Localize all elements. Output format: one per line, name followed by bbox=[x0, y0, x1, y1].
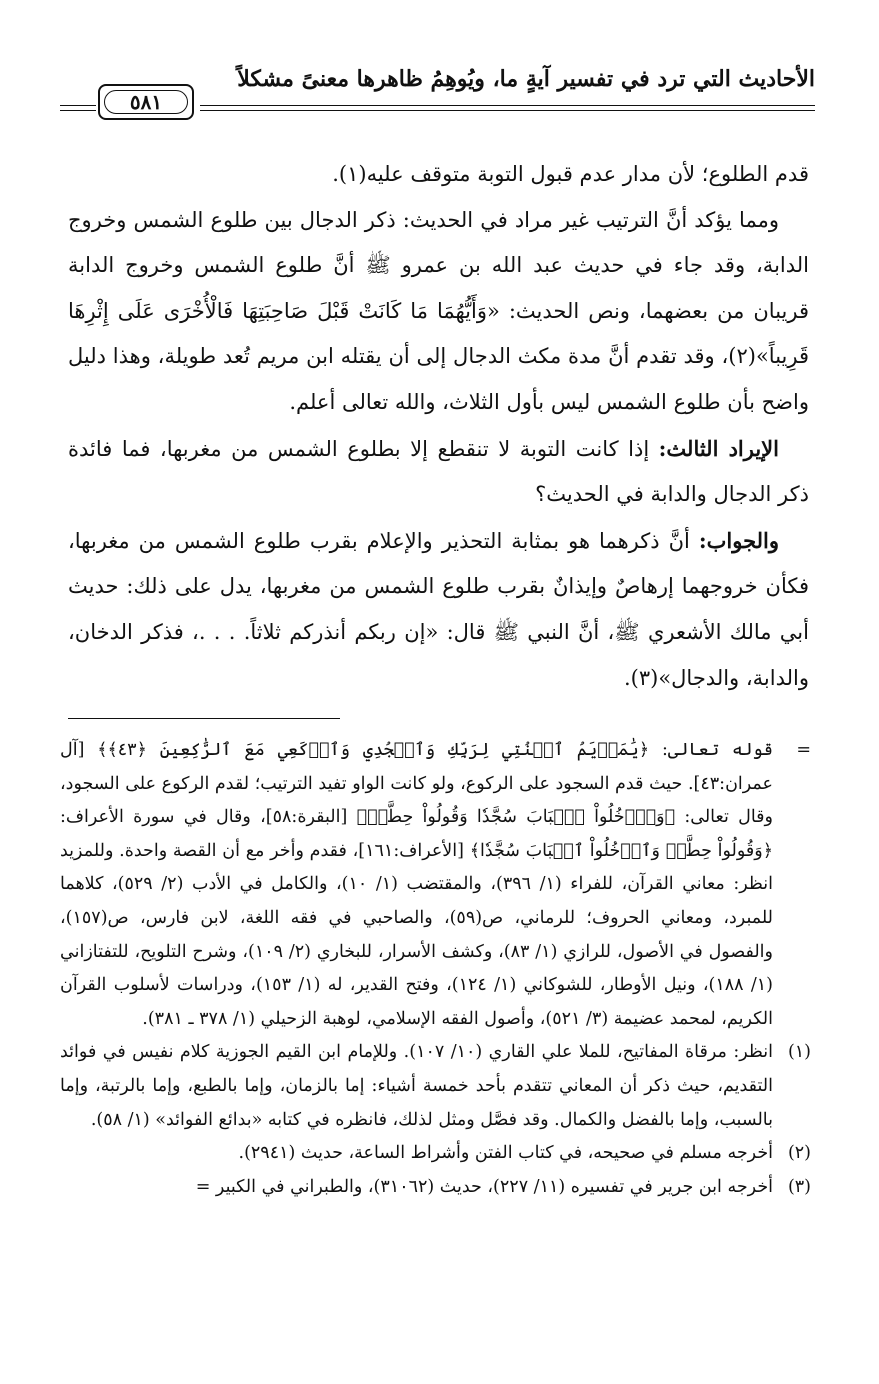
answer-label: والجواب: bbox=[698, 527, 779, 553]
answer-text: أنَّ ذكرهما هو بمثابة التحذير والإعلام بقرب طلوع الشمس من مغربها، فكأن خروجهما إرهاصٌ وإيذانٌ بقرب طلوع الشمس من مغربها، يدل على ذلك: حديث أبي مالك الأشعري ﷺ، أنَّ النبي ﷺ قال: «إن ربكم أنذركم ثلاثاً. . . .، فذكر الدخان، والدابة، والدجال»(٣). bbox=[68, 528, 809, 690]
footnote bbox=[60, 1171, 811, 1205]
header-title: الأحاديث التي ترد في تفسير آيةٍ ما، ويُوهِمُ ظاهرها معنىً مشكلاً bbox=[237, 66, 815, 92]
header-rule bbox=[60, 105, 96, 106]
header-rule bbox=[200, 105, 815, 106]
paragraph: ومما يؤكد أنَّ الترتيب غير مراد في الحديث: ذكر الدجال بين طلوع الشمس وخروج الدابة، وقد جاء في حديث عبد الله بن عمرو ﷺ أنَّ طلوع الشمس وخروج الدابة قريبان من بعضهما، ونص الحديث: «وَأَيُّهُمَا مَا كَانَتْ قَبْلَ صَاحِبَتِهَا فَالْأُخْرَى عَلَى إِثْرِهَا قَرِيباً»(٢)، وقد تقدم أنَّ مدة مكث الدجال إلى أن يقتله ابن مريم تُعد طويلة، وهذا دليل واضح بأن طلوع الشمس ليس بأول الثلاث، والله تعالى أعلم. bbox=[68, 207, 809, 414]
objection-text: إذا كانت التوبة لا تنقطع إلا بطلوع الشمس من مغربها، فما فائدة ذكر الدجال والدابة في الحديث؟ bbox=[68, 436, 809, 507]
footnote-marker: (٢) bbox=[787, 1143, 811, 1164]
footnote-marker: (٣) bbox=[787, 1176, 811, 1197]
objection-paragraph bbox=[68, 426, 809, 518]
footnotes bbox=[60, 734, 811, 1204]
objection-label: الإيراد الثالث: bbox=[658, 435, 779, 461]
page-number: ٥٨١ bbox=[104, 90, 188, 114]
footnote-text: أخرجه ابن جرير في تفسيره (١١/ ٢٢٧)، حديث (٣١٠٦٢)، والطبراني في الكبير = bbox=[195, 1176, 773, 1197]
footnote-marker: (١) bbox=[787, 1042, 811, 1063]
answer-paragraph bbox=[68, 518, 809, 701]
page-number-frame bbox=[98, 84, 194, 120]
footnote-separator bbox=[68, 718, 340, 719]
main-text bbox=[68, 152, 809, 701]
footnote bbox=[60, 1137, 811, 1171]
running-header bbox=[60, 66, 815, 126]
footnote bbox=[60, 1036, 811, 1137]
header-rule bbox=[60, 110, 96, 111]
footnote-text: أخرجه مسلم في صحيحه، في كتاب الفتن وأشراط الساعة، حديث (٢٩٤١). bbox=[238, 1143, 773, 1164]
header-rule bbox=[200, 110, 815, 111]
footnote-marker: = bbox=[796, 740, 811, 760]
paragraph: قدم الطلوع؛ لأن مدار عدم قبول التوبة متوقف عليه(١). bbox=[332, 162, 809, 186]
footnote-text: انظر: مرقاة المفاتيح، للملا علي القاري (١٠/ ١٠٧). وللإمام ابن القيم الجوزية كلام نفيس في فوائد التقديم، حيث ذكر أن المعاني تتقدم بأحد خمسة أشياء: إما بالزمان، وإما بالطبع، وإما بالرتبة، وإما بالسبب، وإما بالفضل والكمال. وقد فصَّل ومثل لذلك، فانظره في كتابه «بدائع الفوائد» (١/ ٥٨). bbox=[60, 1042, 773, 1130]
footnote-text: قوله تعالى: ﴿يَٰمَرۡيَمُ ٱقۡنُتِي لِرَبِّكِ وَٱسۡجُدِي وَٱرۡكَعِي مَعَ ٱلرَّٰكِعِينَ ﴿٤٣﴾﴾ [آل عمران:٤٣]. حيث قدم السجود على الركوع، ولو كانت الواو تفيد الترتيب؛ لقدم الركوع على السجود، وقال تعالى: ﴿وَٱدۡخُلُواْ ٱلۡبَابَ سُجَّدٗا وَقُولُواْ حِطَّةٞ﴾ [البقرة:٥٨]، وقال في سورة الأعراف: ﴿وَقُولُواْ حِطَّةٞ وَٱدۡخُلُواْ ٱلۡبَابَ سُجَّدٗا﴾ [الأعراف:١٦١]، فقدم وأخر مع أن القصة واحدة. وللمزيد انظر: معاني القرآن، للفراء (١/ ٣٩٦)، والمقتضب (١/ ١٠)، والكامل في الأدب (٢/ ٥٢٩)، كلاهما للمبرد، ومعاني الحروف؛ للرماني، ص(٥٩)، والصاحبي في فقه اللغة، لابن فارس، ص(١٥٧)، والفصول في الأصول، للرازي (١/ ٨٣)، وكشف الأسرار، للبخاري (٢/ ١٠٩)، وشرح التلويح، للتفتازاني (١/ ١٨٨)، ونيل الأوطار، للشوكاني (١/ ١٢٤)، وفتح القدير، له (١/ ١٥٣)، ودراسات لأسلوب القرآن الكريم، لمحمد عضيمة (٣/ ٥٢١)، وأصول الفقه الإسلامي، لوهبة الزحيلي (١/ ٣٧٨ ـ ٣٨١). bbox=[60, 740, 774, 1029]
footnote bbox=[60, 734, 811, 1036]
